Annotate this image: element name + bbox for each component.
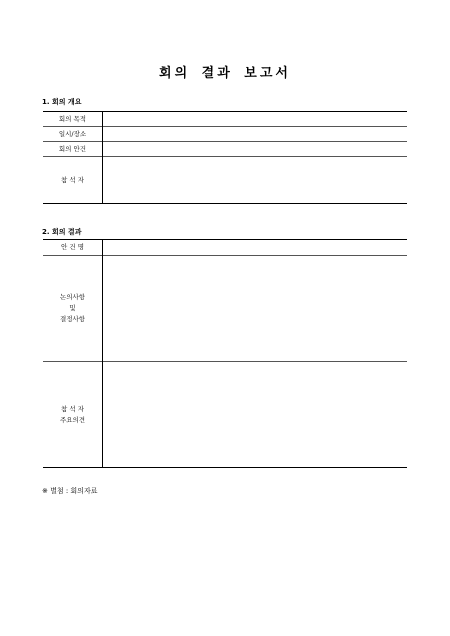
section-heading-results: 2. 회의 결과 <box>42 228 82 236</box>
meeting-agenda-field[interactable] <box>103 142 408 157</box>
document-title: 회의 결과 보고서 <box>159 66 291 81</box>
results-table <box>43 239 407 468</box>
meeting-purpose-field[interactable] <box>103 112 408 127</box>
label-line: 참 석 자 <box>61 404 84 413</box>
discussion-decisions-field[interactable] <box>103 256 408 362</box>
section-heading-overview: 1. 회의 개요 <box>42 98 82 106</box>
attachment-note: ※ 별첨 : 회의자료 <box>42 487 98 495</box>
table-row <box>43 362 407 468</box>
row-label: 참 석 자 <box>43 157 103 204</box>
table-row <box>43 112 407 127</box>
table-row <box>43 256 407 362</box>
row-label <box>43 256 103 362</box>
row-label <box>43 362 103 468</box>
label-line: 결정사항 <box>59 315 86 323</box>
row-label: 회의 안건 <box>43 142 103 157</box>
overview-table <box>43 111 407 204</box>
label-line: 주요의견 <box>59 415 86 424</box>
row-label: 회의 목적 <box>43 112 103 127</box>
agenda-name-field[interactable] <box>103 240 408 256</box>
attendee-opinions-field[interactable] <box>103 362 408 468</box>
table-row <box>43 142 407 157</box>
row-label: 안 건 명 <box>43 240 103 256</box>
label-line: 및 <box>69 304 76 312</box>
attendees-field[interactable] <box>103 157 408 204</box>
row-label: 일시/장소 <box>43 127 103 142</box>
label-line: 논의사항 <box>59 293 86 301</box>
table-row <box>43 240 407 256</box>
datetime-location-field[interactable] <box>103 127 408 142</box>
table-row <box>43 127 407 142</box>
table-row <box>43 157 407 204</box>
